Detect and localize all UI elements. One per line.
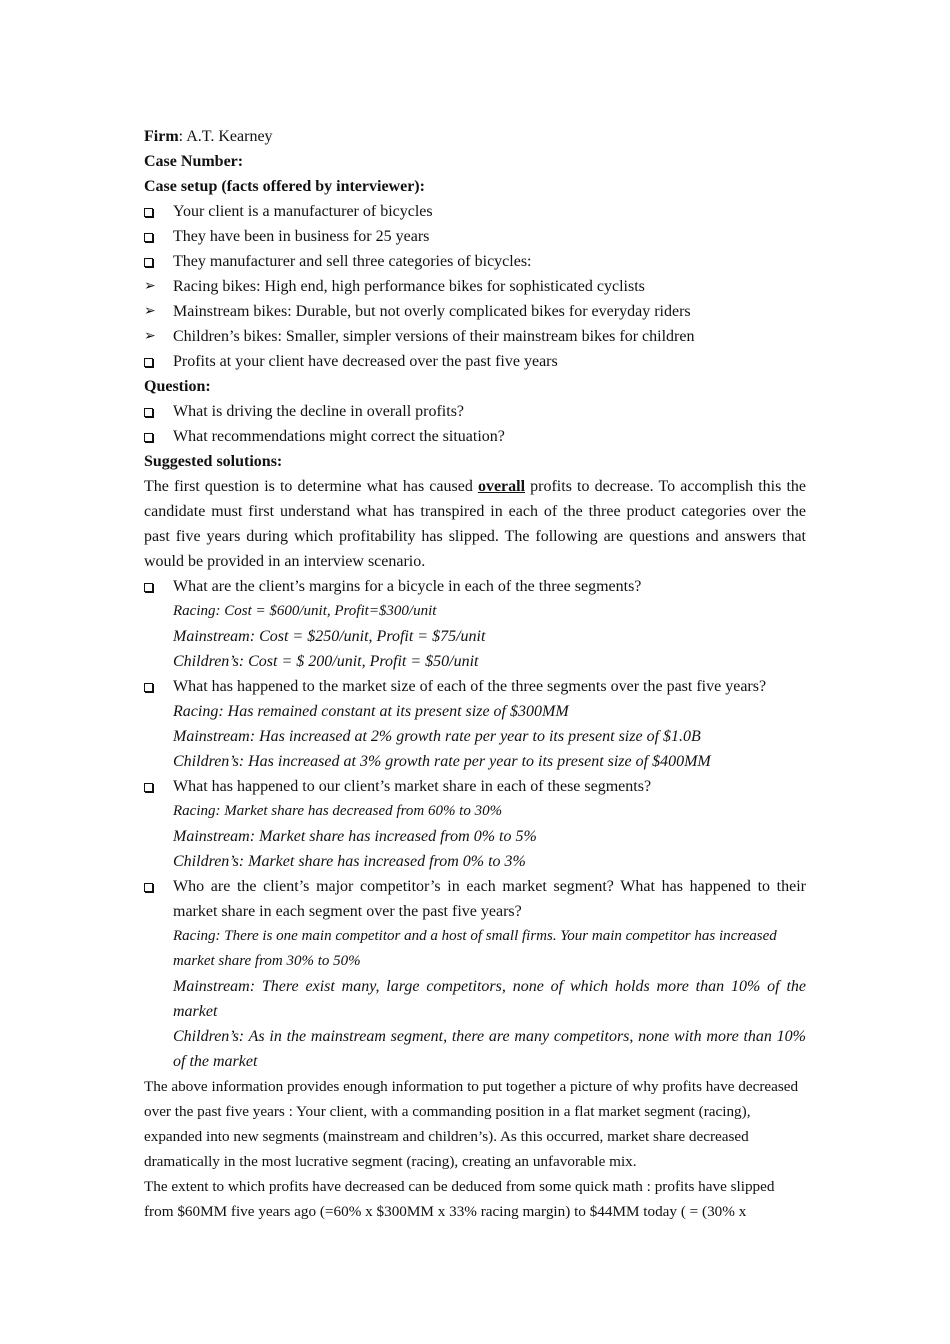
checkbox-bullet-icon	[144, 199, 158, 225]
qa-answer: Racing: Has remained constant at its present size of $300MM	[173, 703, 569, 720]
solutions-label: Suggested solutions:	[144, 453, 283, 470]
qa-question-text: What has happened to our client’s market share in each of these segments?	[173, 778, 652, 795]
list-item	[144, 249, 806, 274]
list-item-text: Profits at your client have decreased over the past five years	[173, 353, 558, 370]
qa-block	[144, 674, 806, 774]
checkbox-bullet-icon	[144, 774, 158, 800]
qa-answer: Mainstream: There exist many, large competitors, none of which holds more than 10% of the market	[173, 978, 806, 1020]
qa-answer: Racing: Cost = $600/unit, Profit=$300/unit	[173, 603, 437, 619]
intro-text-rest: profits to decrease. To accomplish this the candidate must first understand what has transpired in each of the three product categories over the past five years during which profitability has slipped. The following are questions and answers that would be provided in an interview scenario.	[144, 478, 806, 570]
qa-question	[144, 574, 806, 599]
intro-emphasis: overall	[477, 478, 526, 495]
case-setup-label: Case setup (facts offered by interviewer):	[144, 178, 425, 195]
arrow-bullet-icon: ➢	[144, 304, 156, 319]
checkbox-bullet-icon	[144, 349, 158, 375]
list-item-text: Mainstream bikes: Durable, but not overly complicated bikes for everyday riders	[173, 303, 691, 320]
checkbox-bullet-icon	[144, 424, 158, 450]
qa-answer: Children’s: Has increased at 3% growth rate per year to its present size of $400MM	[173, 753, 711, 770]
qa-answer: Children’s: As in the mainstream segment, there are many competitors, none with more than 10% of the market	[173, 1028, 806, 1070]
intro-paragraph	[144, 474, 806, 574]
checkbox-bullet-icon	[144, 249, 158, 275]
checkbox-bullet-icon	[144, 674, 158, 700]
checkbox-bullet-icon	[144, 224, 158, 250]
qa-answer: Racing: There is one main competitor and a host of small firms. Your main competitor has increased market share from 30% to 50%	[173, 928, 777, 969]
qa-block	[144, 774, 806, 874]
qa-question	[144, 774, 806, 799]
firm-value: : A.T. Kearney	[178, 128, 273, 145]
list-item	[144, 299, 806, 324]
qa-answer: Racing: Market share has decreased from 60% to 30%	[173, 803, 503, 819]
list-item	[144, 199, 806, 224]
firm-line	[144, 124, 806, 149]
qa-answer: Mainstream: Has increased at 2% growth rate per year to its present size of $1.0B	[173, 728, 701, 745]
qa-answer: Mainstream: Market share has increased from 0% to 5%	[173, 828, 537, 845]
question-item	[144, 424, 806, 449]
qa-question-text: What are the client’s margins for a bicycle in each of the three segments?	[173, 578, 642, 595]
list-item-text: They manufacturer and sell three categories of bicycles:	[173, 253, 532, 270]
setup-list	[144, 199, 806, 374]
checkbox-bullet-icon	[144, 874, 158, 900]
qa-answer: Children’s: Market share has increased from 0% to 3%	[173, 853, 526, 870]
list-item-text: They have been in business for 25 years	[173, 228, 430, 245]
list-item-text: Your client is a manufacturer of bicycles	[173, 203, 433, 220]
conclusion-paragraph: The extent to which profits have decreased can be deduced from some quick math : profits have slipped from $60MM five years ago (=60% x $300MM x 33% racing margin) to $44MM today ( = (30% x	[144, 1178, 775, 1220]
checkbox-bullet-icon	[144, 574, 158, 600]
arrow-bullet-icon: ➢	[144, 329, 156, 344]
question-item	[144, 399, 806, 424]
case-number-label: Case Number:	[144, 153, 244, 170]
list-item	[144, 274, 806, 299]
qa-question	[144, 674, 806, 699]
list-item-text: Children’s bikes: Smaller, simpler versions of their mainstream bikes for children	[173, 328, 695, 345]
list-item-text: Racing bikes: High end, high performance bikes for sophisticated cyclists	[173, 278, 645, 295]
qa-block	[144, 574, 806, 674]
qa-answer: Children’s: Cost = $ 200/unit, Profit = $50/unit	[173, 653, 479, 670]
list-item	[144, 349, 806, 374]
conclusion-paragraph: The above information provides enough information to put together a picture of why profits have decreased over the past five years : Your client, with a commanding position in a flat market segment (racing), expanded into new segments (mainstream and children’s). As this occurred, market share decreased dramatically in the most lucrative segment (racing), creating an unfavorable mix.	[144, 1078, 799, 1170]
list-item	[144, 324, 806, 349]
qa-block	[144, 874, 806, 1074]
checkbox-bullet-icon	[144, 399, 158, 425]
arrow-bullet-icon: ➢	[144, 279, 156, 294]
qa-question-text: Who are the client’s major competitor’s in each market segment? What has happened to their market share in each segment over the past five years?	[173, 878, 806, 920]
question-text: What is driving the decline in overall profits?	[173, 403, 465, 420]
question-label: Question:	[144, 378, 211, 395]
document-page	[144, 124, 806, 1224]
list-item	[144, 224, 806, 249]
qa-question-text: What has happened to the market size of each of the three segments over the past five years?	[173, 678, 767, 695]
intro-text: The first question is to determine what has caused	[144, 478, 478, 495]
question-text: What recommendations might correct the situation?	[173, 428, 505, 445]
qa-question	[144, 874, 806, 924]
qa-answer: Mainstream: Cost = $250/unit, Profit = $75/unit	[173, 628, 486, 645]
firm-label: Firm	[144, 128, 179, 145]
